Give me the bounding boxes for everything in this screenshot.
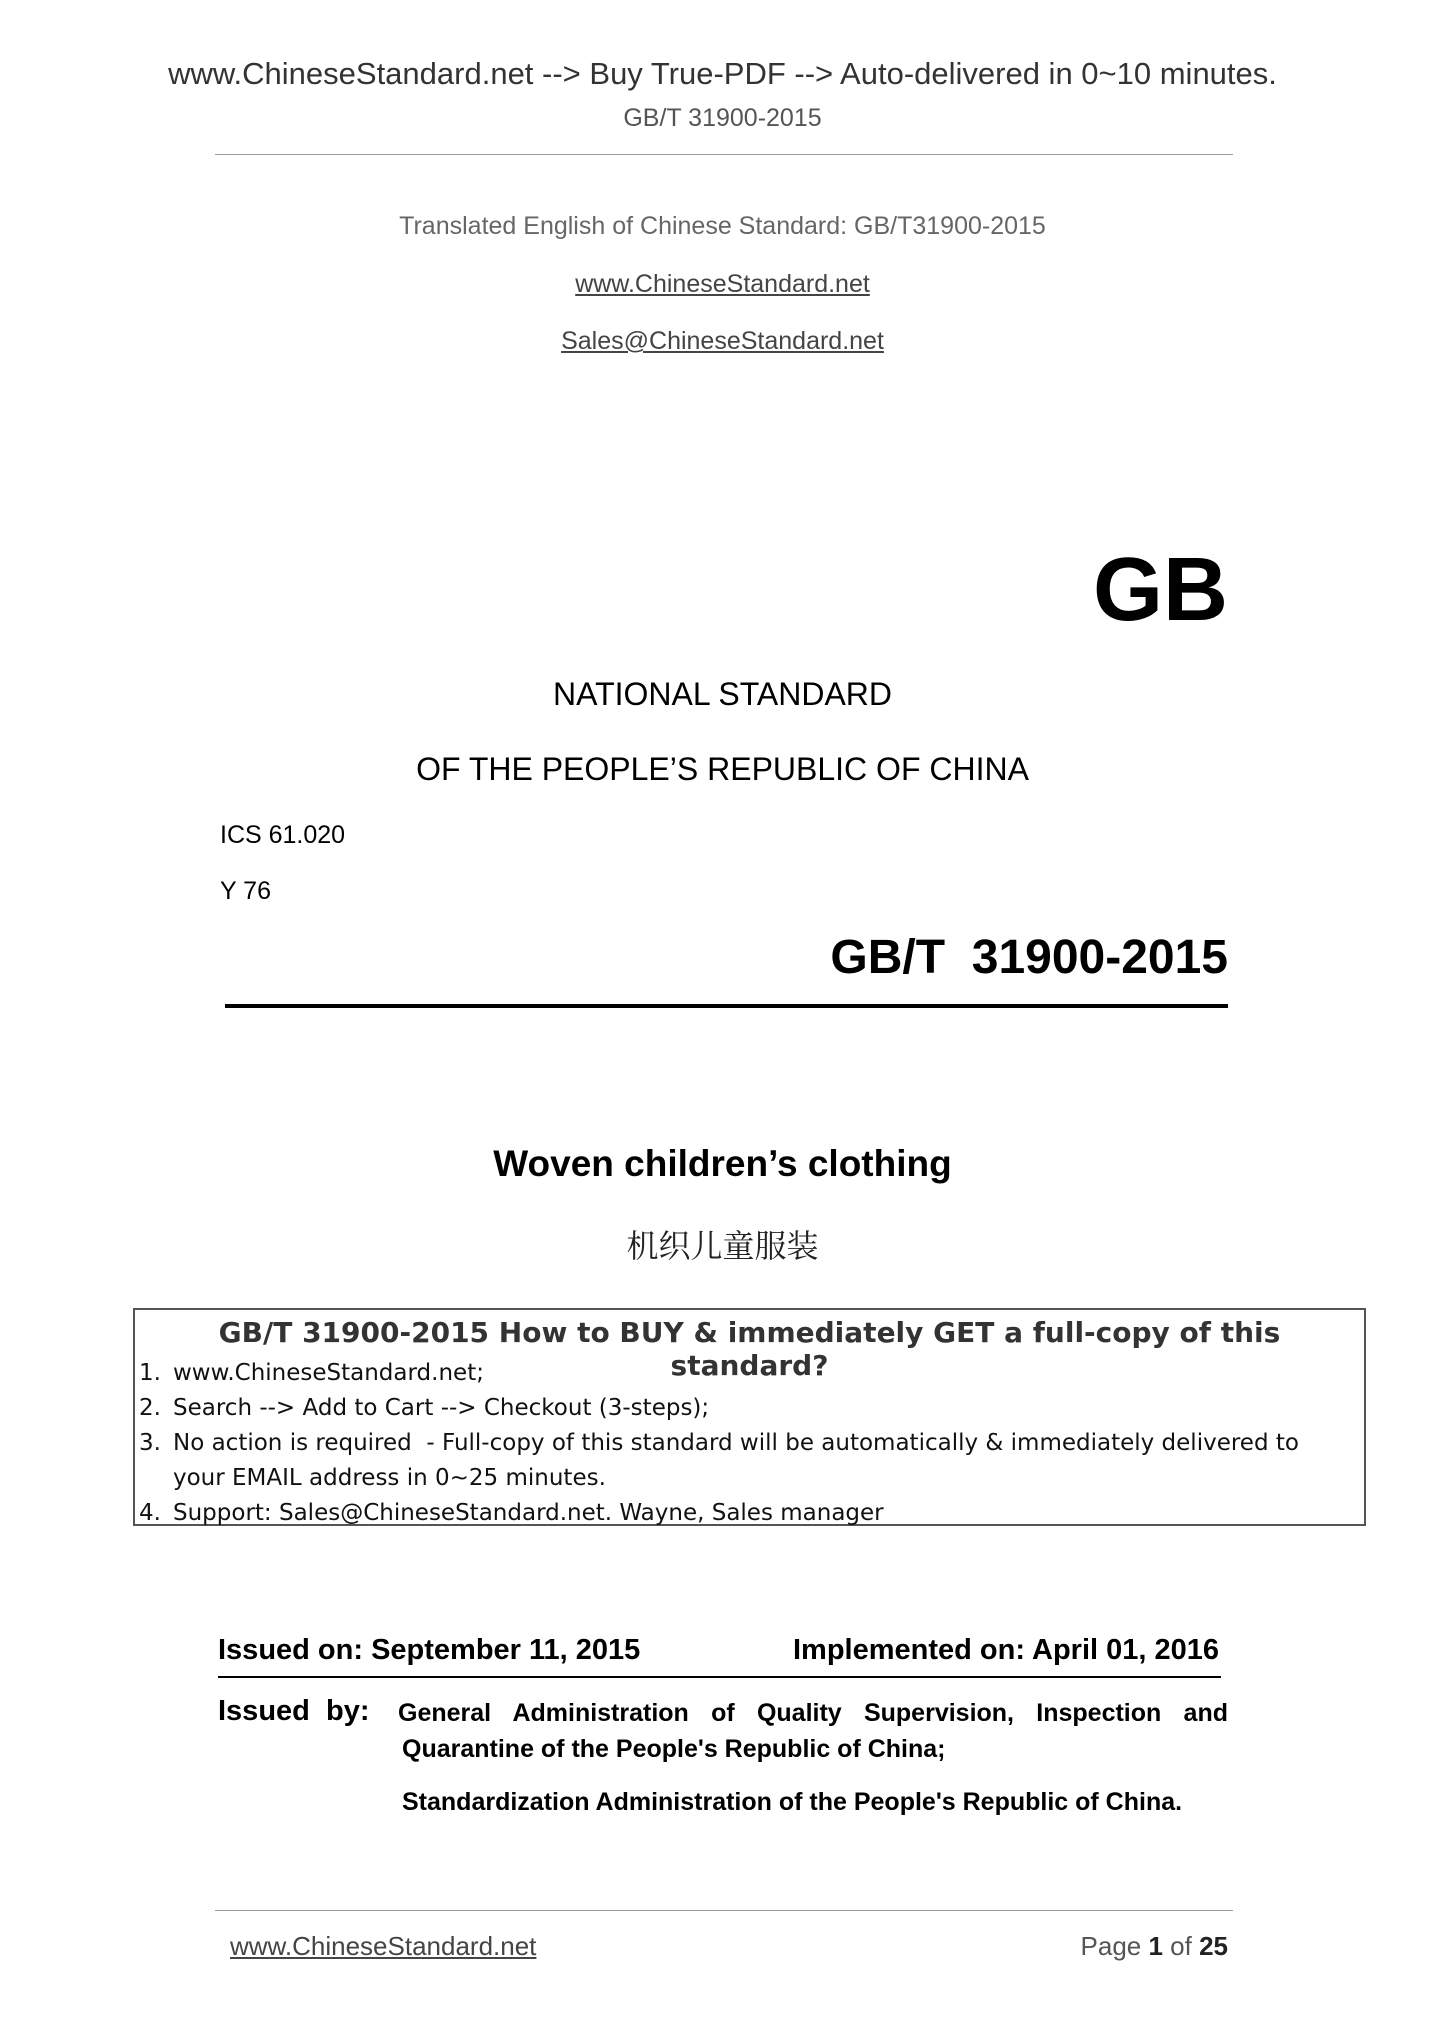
top-banner: www.ChineseStandard.net --> Buy True-PDF --> Auto-delivered in 0~10 minutes. xyxy=(168,56,1277,91)
purchase-step xyxy=(139,1430,1299,1456)
email-link[interactable]: Sales@ChineseStandard.net xyxy=(561,327,884,355)
issued-by-label: Issued by: xyxy=(218,1695,370,1727)
step-text: your EMAIL address in 0~25 minutes. xyxy=(173,1465,606,1491)
document-title-zh: 机织儿童服装 xyxy=(626,1227,819,1265)
step-text: Support: Sales@ChineseStandard.net. Wayne, Sales manager xyxy=(173,1500,884,1526)
classification-code: Y 76 xyxy=(220,877,271,905)
purchase-step xyxy=(139,1395,709,1421)
page-prefix: Page xyxy=(1080,1931,1149,1961)
purchase-step xyxy=(139,1360,484,1386)
page-of: of xyxy=(1162,1931,1200,1961)
step-number: 2. xyxy=(139,1395,161,1421)
step-text: No action is required - Full-copy of this standard will be automatically & immediately delivered to xyxy=(173,1430,1299,1456)
prc-heading: OF THE PEOPLE’S REPUBLIC OF CHINA xyxy=(416,751,1029,787)
document-title-en: Woven children’s clothing xyxy=(493,1143,952,1184)
footer-site-link[interactable]: www.ChineseStandard.net xyxy=(230,1931,537,1961)
page-indicator xyxy=(1081,1931,1228,1962)
issuer-sac: Standardization Administration of the People's Republic of China. xyxy=(402,1788,1183,1816)
step-number: 4. xyxy=(139,1500,161,1526)
step-text: Search --> Add to Cart --> Checkout (3-steps); xyxy=(173,1395,710,1421)
standard-number xyxy=(830,932,1228,985)
purchase-step xyxy=(139,1500,884,1526)
site-link[interactable]: www.ChineseStandard.net xyxy=(575,270,870,298)
page-total: 25 xyxy=(1199,1931,1228,1961)
implemented-on-date: Implemented on: April 01, 2016 xyxy=(793,1634,1219,1666)
standard-number-rule xyxy=(225,1004,1228,1008)
gb-logo: GB xyxy=(1093,540,1228,640)
issued-on-date: Issued on: September 11, 2015 xyxy=(218,1634,641,1666)
national-standard-heading: NATIONAL STANDARD xyxy=(553,676,892,712)
issuer-aqsiq-line2: Quarantine of the People's Republic of China; xyxy=(402,1735,946,1763)
header-divider xyxy=(215,154,1233,155)
purchase-info-box xyxy=(133,1308,1366,1526)
purchase-step-continuation xyxy=(139,1465,606,1491)
issuance-rule xyxy=(218,1676,1221,1678)
ics-code: ICS 61.020 xyxy=(220,821,346,849)
email-link-row xyxy=(0,327,1445,356)
header-standard-code: GB/T 31900-2015 xyxy=(623,104,822,132)
footer-divider xyxy=(215,1910,1233,1911)
purchase-box-title: GB/T 31900-2015 How to BUY & immediately GET a full-copy of this standard? xyxy=(218,1316,1281,1382)
step-number: 3. xyxy=(139,1430,161,1456)
standard-number-text: GB/T 31900-2015 xyxy=(830,931,1228,984)
step-number: 1. xyxy=(139,1360,161,1386)
page-current: 1 xyxy=(1148,1931,1163,1961)
translation-note: Translated English of Chinese Standard: GB/T31900-2015 xyxy=(399,212,1046,240)
site-link-row xyxy=(0,270,1445,299)
step-text: www.ChineseStandard.net; xyxy=(173,1360,484,1386)
issuer-aqsiq-line1: General Administration of Quality Supervision, Inspection and xyxy=(398,1699,1228,1727)
